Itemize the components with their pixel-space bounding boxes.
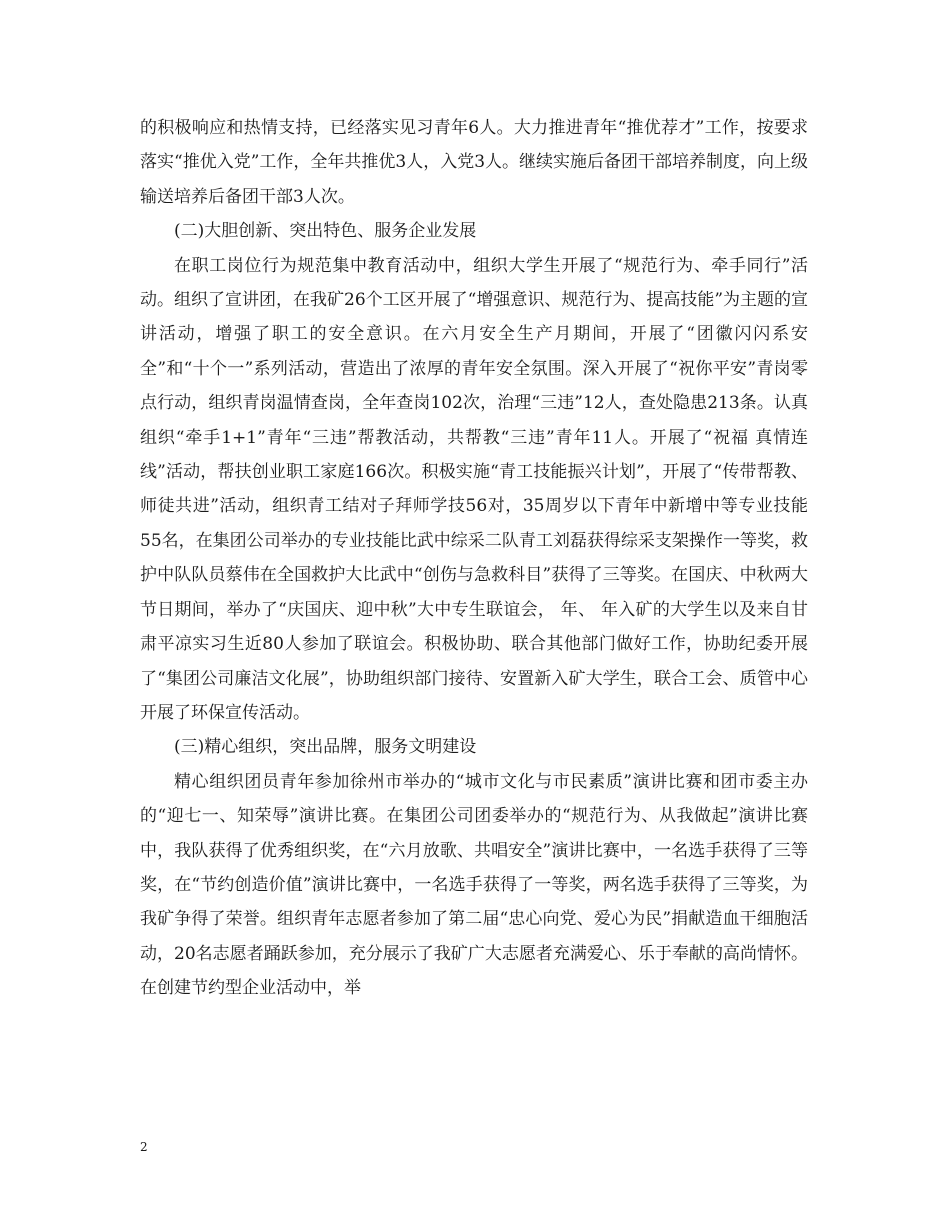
section-heading-3: (三)精心组织，突出品牌，服务文明建设 [174, 737, 477, 758]
document-body [140, 111, 808, 1006]
section-heading-2: (二)大胆创新、突出特色、服务企业发展 [174, 221, 477, 242]
page-number: 2 [140, 1140, 148, 1154]
paragraph-body-2: 在职工岗位行为规范集中教育活动中，组织大学生开展了“规范行为、牵手同行”活动。组织了宣讲团，在我矿26个工区开展了“增强意识、规范行为、提高技能”为主题的宣讲活动，增强了职工的安全意识。在六月安全生产月期间，开展了“团徽闪闪系安全”和“十个一”系列活动，营造出了浓厚的青年安全氛围。深入开展了“祝你平安”青岗零点行动，组织青岗温情查岗，全年查岗102次，治理“三违”12人，查处隐患213条。认真组织“牵手1+1”青年“三违”帮教活动，共帮教“三违”青年11人。开展了“祝福 真情连线”活动，帮扶创业职工家庭166次。积极实施“青工技能振兴计划”，开展了“传带帮教、师徒共进”活动，组织青工结对子拜师学技56对，35周岁以下青年中新增中等专业技能55名，在集团公司举办的专业技能比武中综采二队青工刘磊获得综采支架操作一等奖，救护中队队员蔡伟在全国救护大比武中“创伤与急救科目”获得了三等奖。在国庆、中秋两大节日期间，举办了“庆国庆、迎中秋”大中专生联谊会， 年、 年入矿的大学生以及来自甘肃平凉实习生近80人参加了联谊会。积极协助、联合其他部门做好工作，协助纪委开展了“集团公司廉洁文化展”，协助组织部门接待、安置新入矿大学生，联合工会、质管中心开展了环保宣传活动。 [140, 255, 809, 723]
paragraph-body-3: 精心组织团员青年参加徐州市举办的“城市文化与市民素质”演讲比赛和团市委主办的“迎七一、知荣辱”演讲比赛。在集团公司团委举办的“规范行为、从我做起”演讲比赛中，我队获得了优秀组织奖，在“六月放歌、共唱安全”演讲比赛中，一名选手获得了三等奖，在“节约创造价值”演讲比赛中，一名选手获得了一等奖，两名选手获得了三等奖，为我矿争得了荣誉。组织青年志愿者参加了第二届“忠心向党、爱心为民”捐献造血干细胞活动，20名志愿者踊跃参加，充分展示了我矿广大志愿者充满爱心、乐于奉献的高尚情怀。在创建节约型企业活动中，举 [140, 771, 808, 999]
paragraph-continuation: 的积极响应和热情支持，已经落实见习青年6人。大力推进青年“推优荐才”工作，按要求落实“推优入党”工作，全年共推优3人，入党3人。继续实施后备团干部培养制度，向上级输送培养后备团干部3人次。 [140, 118, 809, 207]
